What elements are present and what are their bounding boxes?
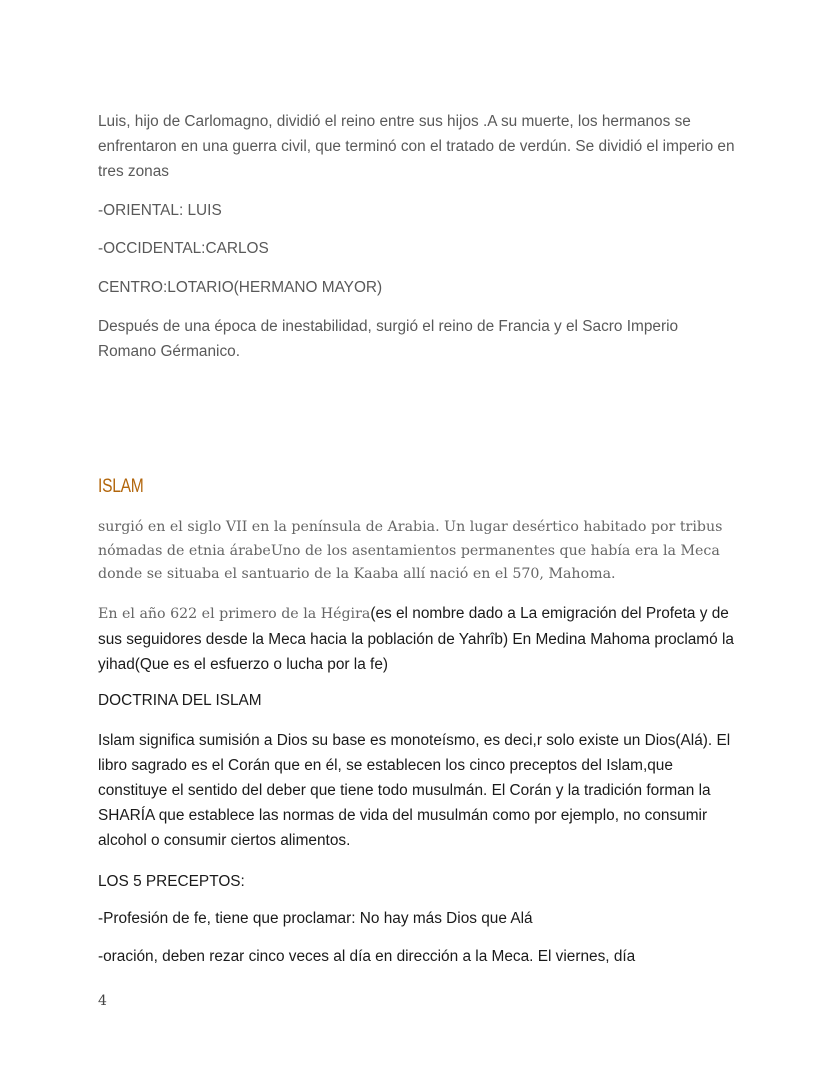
hegira-serif-text: En el año 622 el primero de la Hégira [98, 606, 371, 622]
paragraph-preceptos: LOS 5 PRECEPTOS: [98, 873, 245, 890]
paragraph-centro: CENTRO:LOTARIO(HERMANO MAYOR) [98, 279, 383, 296]
paragraph-profesion-fe: -Profesión de fe, tiene que proclamar: No hay más Dios que Alá [98, 910, 533, 927]
paragraph-francia: Después de una época de inestabilidad, surgió el reino de Francia y el Sacro Imperio Romano Gérmanico. [98, 318, 679, 360]
hegira-sans-text: (es el nombre dado a La emigración del Profeta y de sus seguidores desde la Meca hacia la población de Yahrîb) En Medina Mahoma proclamó la yihad(Que es el esfuerzo o lucha por la fe) [98, 605, 734, 673]
paragraph-oracion: -oración, deben rezar cinco veces al día en dirección a la Meca. El viernes, día [98, 948, 636, 965]
paragraph-oriental: -ORIENTAL: LUIS [98, 202, 222, 219]
section-heading-islam: ISLAM [98, 476, 144, 497]
paragraph-hegira [98, 601, 738, 677]
paragraph-occidental: -OCCIDENTAL:CARLOS [98, 240, 269, 257]
paragraph-luis: Luis, hijo de Carlomagno, dividió el reino entre sus hijos .A su muerte, los hermanos se enfrentaron en una guerra civil, que terminó con el tratado de verdún. Se dividió el imperio en tres zonas [98, 113, 735, 180]
paragraph-islam-meaning: Islam significa sumisión a Dios su base es monoteísmo, es deci,r solo existe un Dios(Alá). El libro sagrado es el Corán que en él, se establecen los cinco preceptos del Islam,que constituye el sentido del deber que tiene todo musulmán. El Corán y la tradición forman la SHARÍA que establece las normas de vida del musulmán como por ejemplo, no consumir alcohol o consumir ciertos alimentos. [98, 732, 731, 849]
paragraph-doctrina: DOCTRINA DEL ISLAM [98, 692, 262, 709]
page-number: 4 [98, 993, 107, 1009]
paragraph-islam-origin: surgió en el siglo VII en la península de Arabia. Un lugar desértico habitado por tribus nómadas de etnia árabeUno de los asentamientos permanentes que había era la Meca donde se situaba el santuario de la Kaaba allí nació en el 570, Mahoma. [98, 519, 723, 582]
